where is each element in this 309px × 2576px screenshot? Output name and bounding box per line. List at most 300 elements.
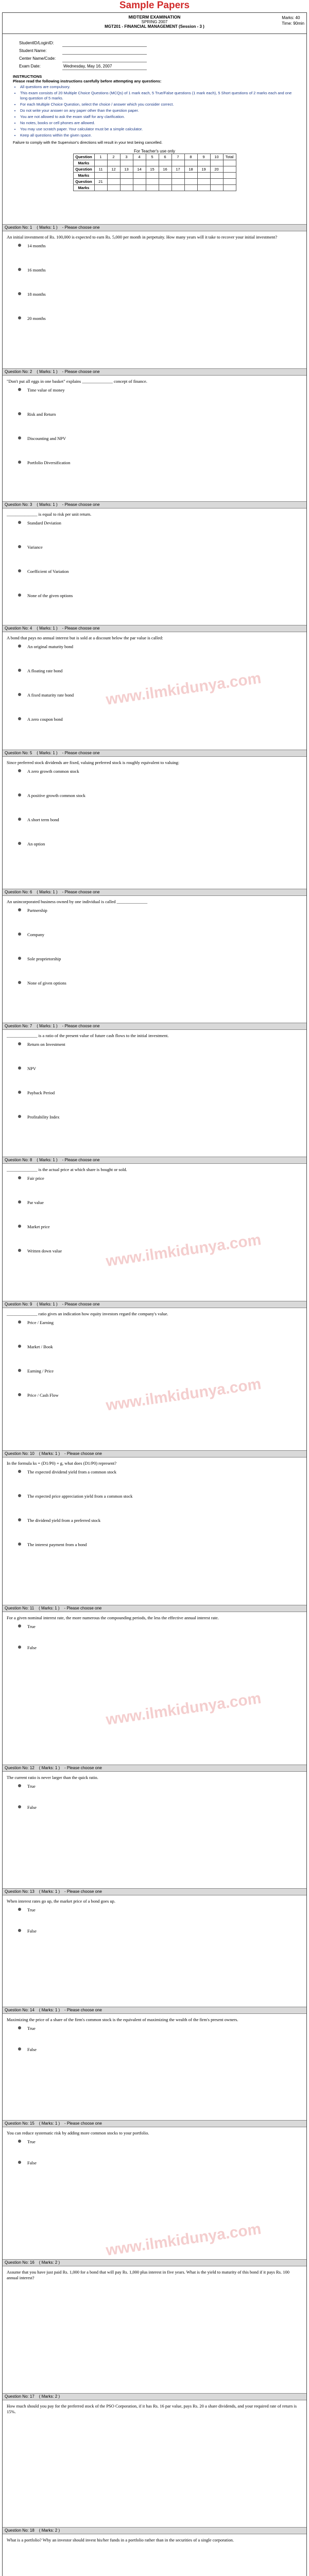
marks-cell [210,179,223,185]
question-header: Question No: 5 ( Marks: 1 ) - Please choose one [3,750,306,757]
question-text: How much should you pay for the preferred stock of the PSO Corporation, if it has Rs. 16 par value, pays Rs. 20 a share dividends, and your required rate of return is 15%. [7,2403,297,2414]
question-text: For a given nominal interest rate, the more numerous the compounding periods, the less the effective annual interest rate. [7,1615,219,1620]
answer-option[interactable] [18,1224,306,1230]
radio-icon[interactable] [18,1200,21,1204]
radio-icon[interactable] [18,436,21,439]
answer-option[interactable] [18,436,306,442]
question-header: Question No: 15 ( Marks: 1 ) - Please choose one [3,2120,306,2127]
marks-cell: 9 [197,154,210,160]
question-block [3,1450,306,1566]
option-label: 16 months [27,267,46,273]
answer-options [3,1904,306,1934]
answer-option[interactable] [18,1784,306,1789]
option-label: False [27,1805,37,1810]
option-label: Market price [27,1224,50,1229]
question-block [3,2527,306,2543]
question-text: The current ratio is never larger than the quick ratio. [7,1775,98,1780]
answer-options [3,905,306,986]
radio-icon[interactable] [18,2140,21,2143]
marks-cell: 15 [146,166,159,173]
radio-icon[interactable] [18,1624,21,1628]
marks-cell: 14 [133,166,146,173]
field-label: Exam Date: [19,63,41,69]
marks-cell: Marks [73,185,94,191]
radio-icon[interactable] [18,1494,21,1497]
answer-option[interactable] [18,1042,306,1047]
option-label: Fair price [27,1176,44,1181]
marks-cell: 8 [184,154,197,160]
marks-cell [133,185,146,191]
marks-cell: 12 [107,166,120,173]
answer-option[interactable] [18,1090,306,1096]
answer-options [3,240,306,321]
radio-icon[interactable] [18,1369,21,1372]
answer-option[interactable] [18,1805,306,1810]
option-label: An original maturity bond [27,644,74,649]
watermark: www.ilmkidunya.com [105,2220,263,2259]
answer-option[interactable] [18,460,306,466]
marks-cell: 17 [171,166,184,173]
instructions-list [13,84,296,138]
radio-icon[interactable] [18,461,21,464]
answer-option[interactable] [18,1907,306,1913]
total-time: Time: 90min [282,21,304,26]
radio-icon[interactable] [18,981,21,984]
marks-cell: 18 [184,166,197,173]
question-block [3,750,306,866]
radio-icon[interactable] [18,1646,21,1649]
answer-options [3,1781,306,1810]
instructions-note: Failure to comply with the Supervisor's directions will result in your test being cancelled. [13,140,163,145]
option-label: Time value of money [27,387,65,393]
answer-option[interactable] [18,1928,306,1934]
radio-icon[interactable] [18,2026,21,2029]
instruction-item: • This exam consists of 20 Multiple Choice Questions (MCQs) of 1 mark each, 5 True/False questions (1 mark each), 5 Short questions of 2 marks each and one long question of 5 marks. [20,91,296,101]
student-info-form [18,39,147,70]
answer-option[interactable] [18,243,306,249]
course-title: MGT201 - FINANCIAL MANAGEMENT (Session - 3 ) [105,24,204,29]
question-header: Question No: 18 ( Marks: 2 ) [3,2527,306,2534]
question-text: ______________ is equal to risk per unit return. [7,512,92,517]
radio-icon[interactable] [18,645,21,648]
question-block [3,1605,306,1666]
answer-option[interactable] [18,387,306,393]
marks-cell [223,160,236,166]
marks-cell: 11 [94,166,107,173]
radio-icon[interactable] [18,793,21,796]
option-label: NPV [27,1066,37,1071]
marks-cell [94,185,107,191]
answer-option[interactable] [18,545,306,550]
option-label: A positive growth common stock [27,793,85,798]
answer-options [3,2023,306,2053]
answer-option[interactable] [18,1518,306,1523]
answer-option[interactable] [18,1645,306,1651]
banner-title: Sample Papers [119,0,190,11]
marks-cell [197,185,210,191]
option-label: Profitability Index [27,1114,60,1120]
marks-cell: 19 [197,166,210,173]
instruction-item: • Do not write your answer on any paper other than the question paper. [20,108,296,113]
answer-option[interactable] [18,1494,306,1499]
radio-icon[interactable] [18,594,21,597]
option-label: None of given options [27,980,66,986]
answer-option[interactable] [18,1469,306,1475]
radio-icon[interactable] [18,1929,21,1932]
radio-icon[interactable] [18,1249,21,1252]
radio-icon[interactable] [18,1091,21,1094]
marks-cell [171,179,184,185]
answer-option[interactable] [18,2139,306,2145]
marks-cell [120,185,133,191]
question-block [3,2120,306,2181]
option-label: None of the given options [27,593,73,598]
marks-cell [197,160,210,166]
marks-cell [94,160,107,166]
marks-cell [107,179,120,185]
answer-options [3,766,306,847]
marks-cell [159,173,171,179]
question-header: Question No: 11 ( Marks: 1 ) - Please choose one [3,1605,306,1612]
answer-option[interactable] [18,520,306,526]
marks-cell [223,166,236,173]
radio-icon[interactable] [18,1345,21,1348]
marks-cell: Question [73,154,94,160]
marks-cell [184,179,197,185]
radio-icon[interactable] [18,1784,21,1787]
marks-cell [107,173,120,179]
radio-icon[interactable] [18,1805,21,1808]
question-block [3,889,306,1005]
answer-option[interactable] [18,412,306,417]
answer-option[interactable] [18,817,306,823]
question-text: When interest rates go up, the market price of a bond goes up. [7,1899,116,1904]
marks-cell [210,185,223,191]
marks-cell [159,160,171,166]
answer-options [3,2136,306,2166]
question-text: ______________ is the actual price at which share is bought or sold. [7,1167,127,1172]
marks-cell [120,160,133,166]
radio-icon[interactable] [18,957,21,960]
marks-cell [210,160,223,166]
radio-icon[interactable] [18,388,21,391]
marks-cell: 3 [120,154,133,160]
question-text: "Don't put all eggs in one basket" explains ______________ concept of finance. [7,379,147,384]
answer-option[interactable] [18,1344,306,1350]
instruction-item: • You may use scratch paper. Your calculator must be a simple calculator. [20,127,296,132]
student-id-field[interactable] [62,39,147,47]
answer-option[interactable] [18,1114,306,1120]
option-label: A zero growth common stock [27,769,79,774]
question-text: An initial investment of Rs. 100,000 is expected to earn Rs. 5,000 per month in perpetuity. How many years will it take to recover your initial investment? [7,234,278,240]
radio-icon[interactable] [18,1042,21,1045]
marks-cell: 1 [94,154,107,160]
question-header: Question No: 16 ( Marks: 2 ) [3,2259,306,2266]
answer-option[interactable] [18,841,306,847]
answer-option[interactable] [18,2047,306,2053]
marks-cell [133,160,146,166]
instructions-intro: Please read the following instructions carefully before attempting any questions: [13,79,162,83]
radio-icon[interactable] [18,933,21,936]
answer-option[interactable] [18,1368,306,1374]
radio-icon[interactable] [18,569,21,572]
marks-cell: Marks [73,173,94,179]
option-label: True [27,1784,36,1789]
radio-icon[interactable] [18,818,21,821]
option-label: Par value [27,1200,44,1205]
option-label: Return on Investment [27,1042,65,1047]
marks-cell: 7 [171,154,184,160]
marks-cell [171,160,184,166]
answer-option[interactable] [18,267,306,273]
question-header: Question No: 3 ( Marks: 1 ) - Please choose one [3,501,306,509]
marks-cell: Question [73,179,94,185]
radio-icon[interactable] [18,1066,21,1070]
option-label: Variance [27,545,43,550]
radio-icon[interactable] [18,1225,21,1228]
marks-cell: 21 [94,179,107,185]
answer-option[interactable] [18,908,306,913]
student-name-field[interactable] [62,47,147,55]
question-block [3,2007,306,2068]
radio-icon[interactable] [18,268,21,271]
marks-cell: 5 [146,154,159,160]
answer-option[interactable] [18,1176,306,1181]
instruction-item: • No notes, books or cell phones are allowed. [20,121,296,126]
marks-cell: 13 [120,166,133,173]
question-header: Question No: 14 ( Marks: 1 ) - Please choose one [3,2007,306,2014]
question-block [3,1765,306,1826]
answer-option[interactable] [18,2160,306,2166]
option-label: 14 months [27,243,46,248]
radio-icon[interactable] [18,1543,21,1546]
radio-icon[interactable] [18,1518,21,1521]
question-header: Question No: 7 ( Marks: 1 ) - Please choose one [3,1023,306,1030]
question-text: What is a portfolio? Why an investor should invest his/her funds in a portfolio rather than in the securities of a single corporation. [7,2537,234,2543]
watermark: www.ilmkidunya.com [105,1689,263,1728]
radio-icon[interactable] [18,717,21,720]
radio-icon[interactable] [18,1320,21,1324]
option-label: A zero coupon bond [27,717,63,722]
total-marks: Marks: 40 [282,15,300,20]
marks-cell [146,179,159,185]
exam-date-field: Wednesday, May 16, 2007 [62,62,147,70]
option-label: False [27,2047,37,2052]
answer-option[interactable] [18,1200,306,1206]
center-code-field[interactable] [62,55,147,62]
option-label: An option [27,841,45,846]
question-header: Question No: 4 ( Marks: 1 ) - Please choose one [3,625,306,632]
watermark: www.ilmkidunya.com [105,1375,263,1414]
option-label: A fixed maturity rate bond [27,692,74,698]
question-text: Assume that you have just paid Rs. 1,000 for a bond that will pay Rs. 1,000 plus interest in five years. What is the yield to maturity of this bond if it pays Rs. 100 annual interest? [7,2269,289,2280]
instructions-title: INSTRUCTIONS [13,74,42,79]
marks-cell [184,160,197,166]
option-label: Coefficient of Variation [27,569,69,574]
answer-option[interactable] [18,932,306,938]
exam-title: MIDTERM EXAMINATION [128,14,181,20]
marks-cell [107,185,120,191]
option-label: A short term bond [27,817,59,822]
instruction-item: • Keep all questions within the given space. [20,133,296,138]
marks-cell [107,160,120,166]
option-label: The interest payment from a bond [27,1542,87,1547]
option-label: Payback Period [27,1090,55,1095]
option-label: Written down value [27,1248,62,1253]
marks-cell [197,179,210,185]
radio-icon[interactable] [18,1393,21,1396]
answer-option[interactable] [18,980,306,986]
radio-icon[interactable] [18,1176,21,1179]
radio-icon[interactable] [18,521,21,524]
marks-cell [197,173,210,179]
radio-icon[interactable] [18,1470,21,1473]
question-block [3,501,306,617]
answer-option[interactable] [18,569,306,574]
answer-option[interactable] [18,1624,306,1630]
answer-option[interactable] [18,1542,306,1548]
answer-option[interactable] [18,1320,306,1326]
marks-cell: 4 [133,154,146,160]
marks-time-box [282,15,304,26]
question-text: An unincorporated business owned by one individual is called ______________ [7,899,148,904]
answer-option[interactable] [18,1066,306,1072]
question-header: Question No: 13 ( Marks: 1 ) - Please choose one [3,1888,306,1895]
instruction-item: • You are not allowed to ask the exam staff for any clarification. [20,114,296,120]
marks-cell [159,179,171,185]
marks-cell: Question [73,166,94,173]
marks-cell [94,173,107,179]
marks-table [73,154,236,191]
question-header: Question No: 2 ( Marks: 1 ) - Please choose one [3,368,306,376]
answer-options [3,1039,306,1120]
field-label: Center Name/Code: [19,56,56,61]
marks-cell [146,173,159,179]
question-header: Question No: 12 ( Marks: 1 ) - Please choose one [3,1765,306,1772]
option-label: The dividend yield from a preferred stock [27,1518,101,1523]
radio-icon[interactable] [18,842,21,845]
radio-icon[interactable] [18,412,21,415]
question-header: Question No: 6 ( Marks: 1 ) - Please choose one [3,889,306,896]
answer-option[interactable] [18,717,306,722]
question-block [3,2259,306,2281]
marks-cell [210,173,223,179]
option-label: The expected price appreciation yield from a common stock [27,1494,133,1499]
radio-icon[interactable] [18,545,21,548]
option-label: Discounting and NPV [27,436,66,441]
option-label: True [27,2026,36,2031]
marks-cell [146,160,159,166]
watermark: www.ilmkidunya.com [105,669,263,708]
marks-cell: 10 [210,154,223,160]
marks-cell [120,179,133,185]
question-text: Maximizing the price of a share of the firm's common stock is the equivalent of maximizing the wealth of the firm's present owners. [7,2017,238,2022]
radio-icon[interactable] [18,2161,21,2164]
option-label: Price / Earning [27,1320,54,1325]
radio-icon[interactable] [18,769,21,772]
answer-option[interactable] [18,2026,306,2031]
answer-options [3,1621,306,1651]
answer-option[interactable] [18,668,306,674]
marks-cell [223,185,236,191]
question-header: Question No: 9 ( Marks: 1 ) - Please choose one [3,1301,306,1308]
option-label: The expected dividend yield from a common stock [27,1469,117,1475]
option-label: True [27,2139,36,2144]
watermark: www.ilmkidunya.com [105,1231,263,1270]
radio-icon[interactable] [18,1908,21,1911]
option-label: Portfolio Diversification [27,460,71,465]
marks-cell [133,173,146,179]
marks-cell [171,185,184,191]
option-label: Risk and Return [27,412,56,417]
question-text: ______________ is a ratio of the present value of future cash flows to the initial investment. [7,1033,169,1038]
radio-icon[interactable] [18,693,21,696]
marks-cell [184,185,197,191]
answer-option[interactable] [18,769,306,774]
radio-icon[interactable] [18,1115,21,1118]
question-block [3,224,306,340]
radio-icon[interactable] [18,2047,21,2050]
question-block [3,1023,306,1139]
marks-cell [171,173,184,179]
marks-cell [120,173,133,179]
answer-option[interactable] [18,956,306,962]
question-text: You can reduce systematic risk by adding more common stocks to your portfolio. [7,2130,149,2136]
radio-icon[interactable] [18,908,21,911]
option-label: 18 months [27,292,46,297]
marks-cell: 16 [159,166,171,173]
marks-cell: Total [223,154,236,160]
option-label: Partnership [27,908,47,913]
answer-option[interactable] [18,593,306,599]
answer-options [3,517,306,599]
answer-options [3,1466,306,1548]
marks-cell [184,173,197,179]
radio-icon[interactable] [18,669,21,672]
radio-icon[interactable] [18,316,21,319]
marks-cell: 2 [107,154,120,160]
exam-paper [2,12,307,2576]
marks-cell [223,179,236,185]
option-label: False [27,1645,37,1650]
answer-option[interactable] [18,644,306,650]
option-label: A floating rate bond [27,668,63,673]
answer-option[interactable] [18,292,306,297]
field-label: StudentID/LoginID: [19,40,54,45]
exam-header [3,13,306,34]
radio-icon[interactable] [18,244,21,247]
option-label: False [27,1928,37,1934]
radio-icon[interactable] [18,292,21,295]
marks-cell [159,185,171,191]
option-label: False [27,2160,37,2165]
question-header: Question No: 8 ( Marks: 1 ) - Please choose one [3,1157,306,1164]
option-label: Sole proprietorship [27,956,61,961]
question-block [3,2393,306,2415]
exam-term: SPRING 2007 [141,20,168,24]
marks-cell: Marks [73,160,94,166]
question-header: Question No: 10 ( Marks: 1 ) - Please choose one [3,1450,306,1458]
question-header: Question No: 1 ( Marks: 1 ) - Please choose one [3,224,306,231]
instruction-item: • All questions are compulsory. [20,84,296,90]
question-text: A bond that pays no annual interest but is sold at a discount below the par value is called: [7,635,163,640]
marks-cell [133,179,146,185]
marks-cell [223,173,236,179]
answer-option[interactable] [18,316,306,321]
instructions [13,74,296,145]
answer-option[interactable] [18,793,306,799]
option-label: True [27,1907,36,1912]
